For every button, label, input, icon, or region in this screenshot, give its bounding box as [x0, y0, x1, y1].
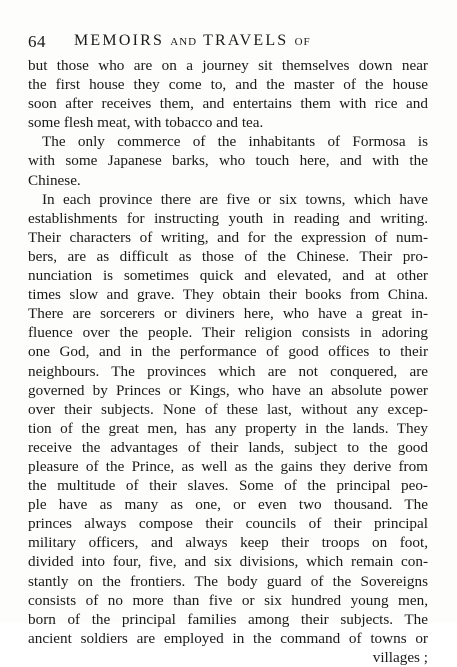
text-line: military officers, and always keep their troops on foot, [28, 534, 428, 552]
body-text [28, 56, 428, 667]
text-line: consists of no more than five or six hundred young men, [28, 591, 428, 609]
text-line: The only commerce of the inhabitants of Formosa is [42, 133, 428, 151]
text-line: In each province there are five or six towns, which have [42, 190, 428, 208]
text-line: stantly on the frontiers. The body guard of the Sovereigns [28, 572, 428, 590]
page-number: 64 [28, 32, 46, 51]
running-head [74, 32, 311, 50]
text-line: some flesh meat, with tobacco and tea. [28, 114, 264, 132]
page-header [28, 32, 428, 54]
text-line: divided into four, five, and six divisions, which remain con- [28, 553, 428, 571]
text-line: ple have as many as one, or even two thousand. The [28, 496, 428, 514]
text-line: the multitude of their slaves. Some of the principal peo- [28, 477, 428, 495]
text-line: born of the principal families among their subjects. The [28, 610, 428, 628]
text-line: governed by Princes or Kings, who have an absolute power [28, 381, 428, 399]
text-line: princes always compose their councils of their principal [28, 515, 428, 533]
text-line: Chinese. [28, 171, 81, 189]
text-line: ancient soldiers are employed in the command of towns or [28, 629, 428, 647]
text-line: with some Japanese barks, who touch here, and with the [28, 152, 428, 170]
text-line: but those who are on a journey sit themselves down near [28, 57, 428, 74]
text-line: pleasure of the Prince, as well as the gains they derive from [28, 457, 428, 475]
text-line: There are sorcerers or diviners here, who have a great in- [28, 305, 428, 323]
text-line: one God, and in the performance of good offices to their [28, 343, 428, 361]
text-line: soon after receives them, and entertains them with rice and [28, 95, 428, 113]
text-line: receive the advantages of their lands, subject to the good [28, 438, 428, 456]
text-line: neighbours. The provinces which are not conquered, are [28, 362, 428, 380]
text-line: establishments for instructing youth in reading and writing. [28, 209, 428, 227]
text-line: bers, are as difficult as those of the Chinese. Their pro- [28, 247, 428, 265]
text-line: tion of the great men, has any property in the lands. They [28, 419, 428, 437]
text-line: nunciation is sometimes quick and elevated, and at other [28, 267, 428, 285]
text-line: times slow and grave. They obtain their books from China. [28, 286, 428, 304]
catchword-line: villages ; [372, 648, 428, 666]
running-head-of: OF [294, 36, 311, 48]
text-line: Their characters of writing, and for the expression of num- [28, 228, 428, 246]
running-head-memoirs: MEMOIRS [74, 32, 165, 49]
text-line: the first house they come to, and the master of the house [28, 76, 428, 94]
text-line: fluence over the people. Their religion consists in adoring [28, 324, 428, 342]
running-head-and: AND [170, 36, 198, 48]
text-line: over their subjects. None of these last, without any excep- [28, 400, 428, 418]
running-head-travels: TRAVELS [203, 32, 289, 49]
